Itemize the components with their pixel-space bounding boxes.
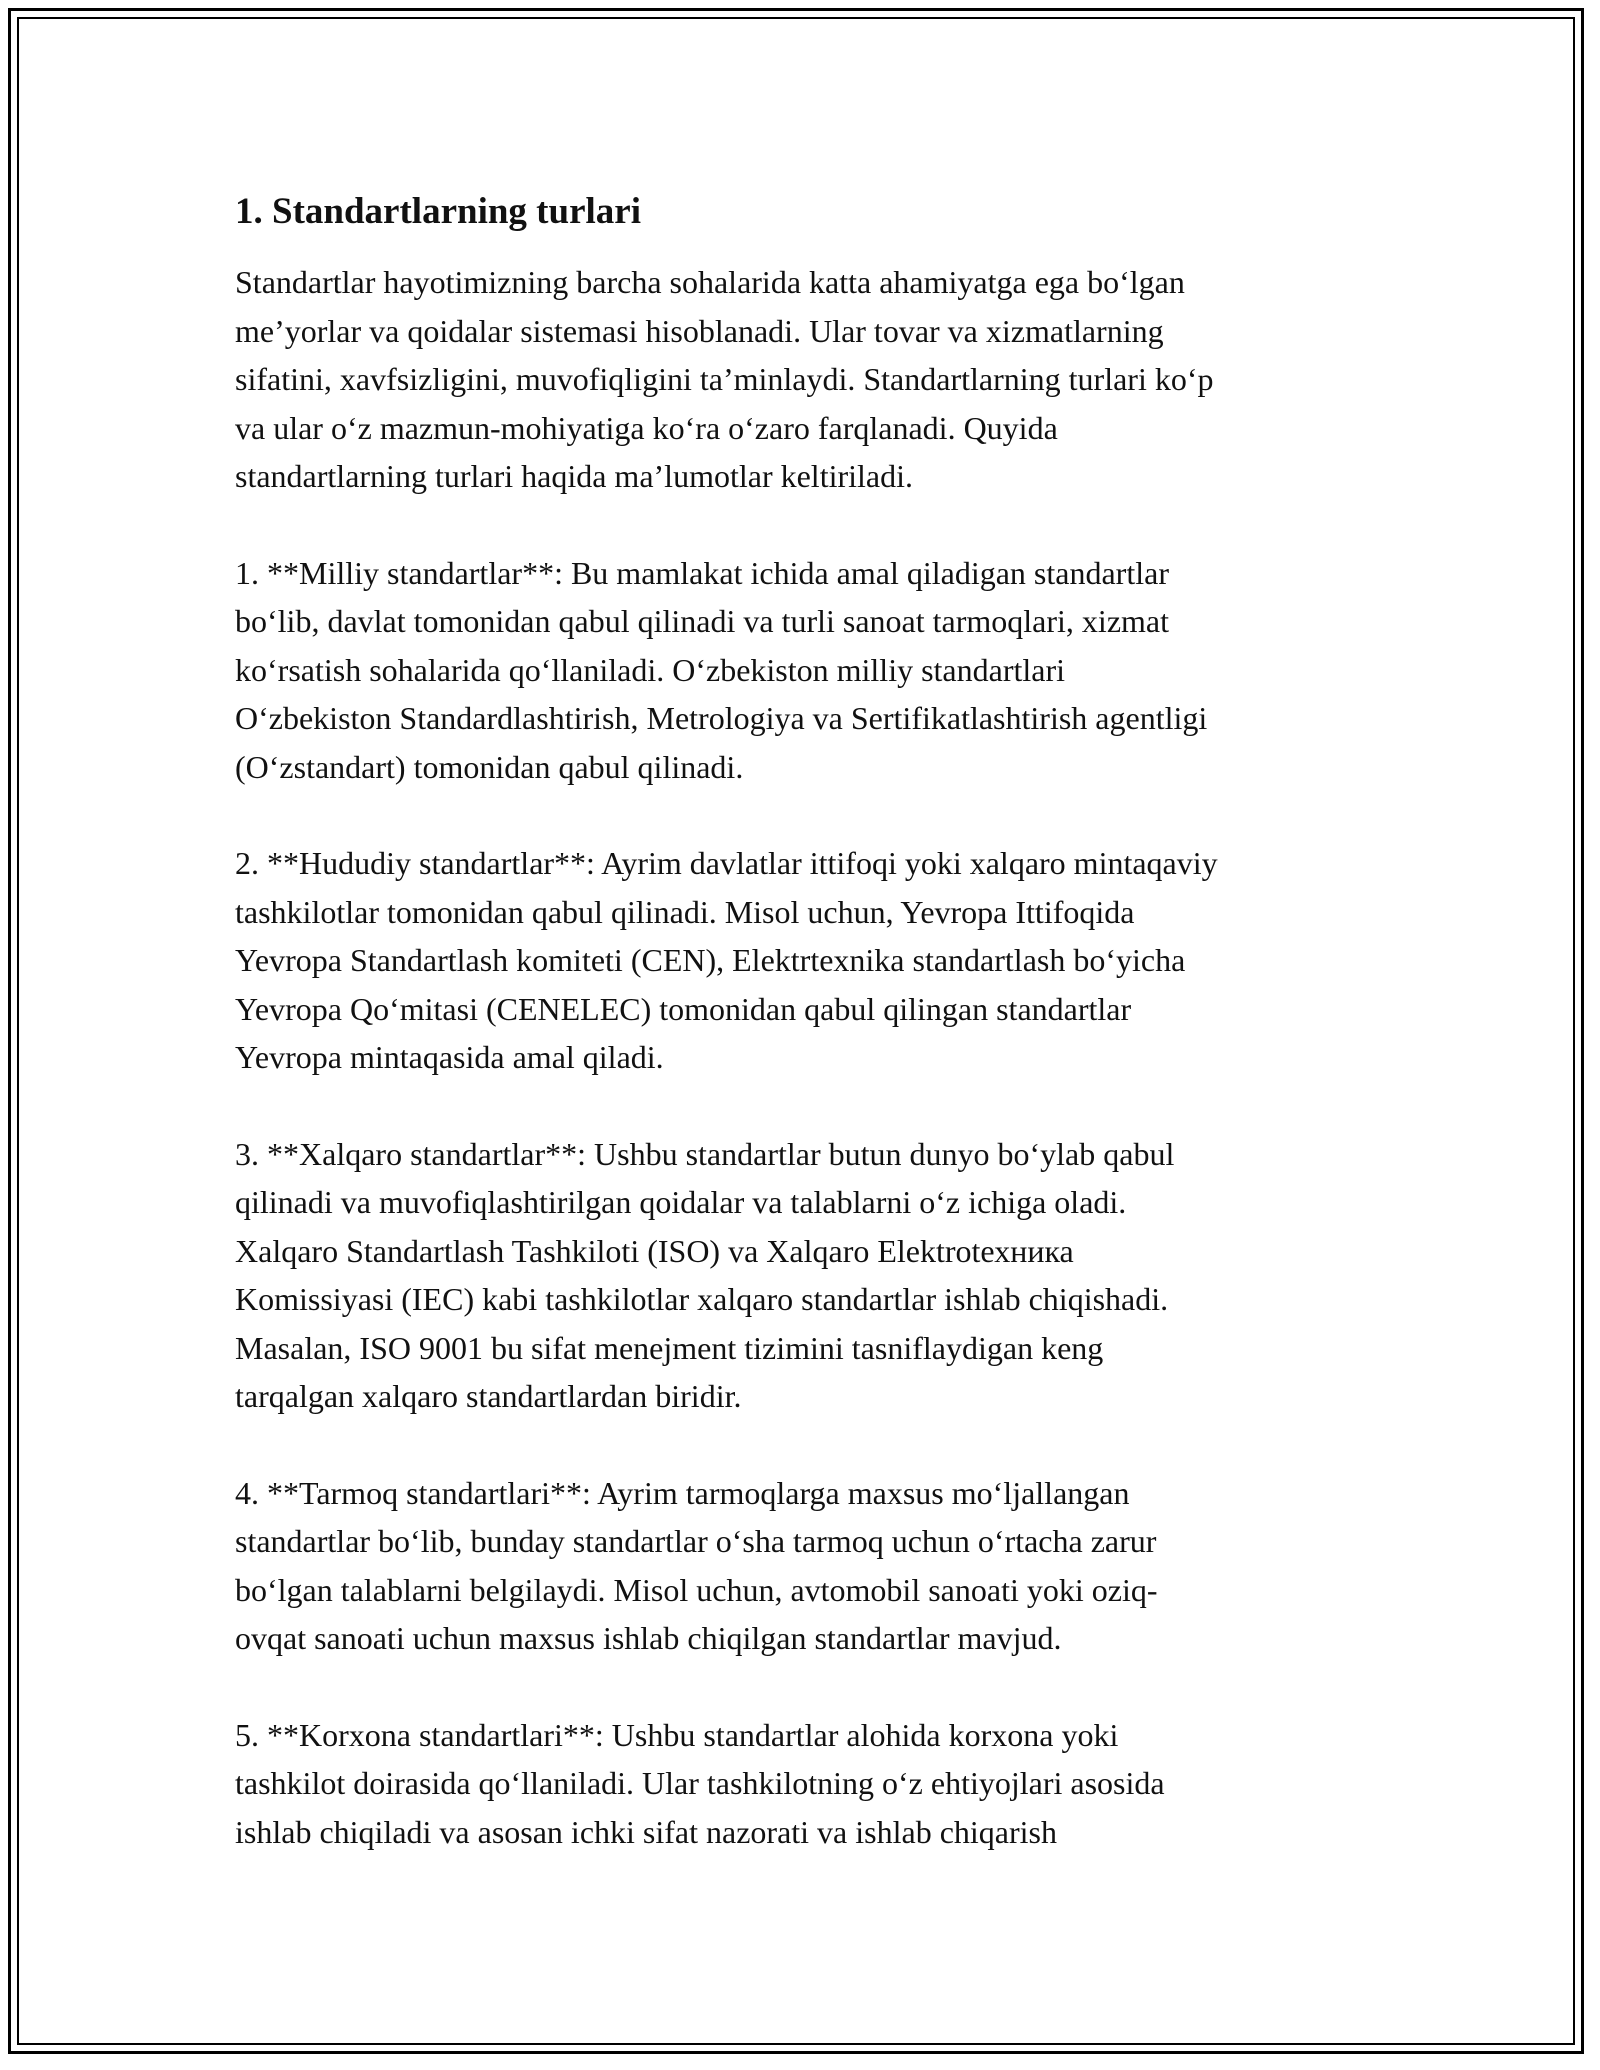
text-line: tashkilotlar tomonidan qabul qilinadi. Misol uchun, Yevropa Ittifoqida [235, 893, 1135, 930]
text-line: qilinadi va muvofiqlashtirilgan qoidalar va talablarni oʻz ichiga oladi. [235, 1184, 1127, 1220]
text-line: 2. **Hududiy standartlar**: Ayrim davlatlar ittifoqi yoki xalqaro mintaqaviy [235, 845, 1218, 881]
text-line: (Oʻzstandart) tomonidan qabul qilinadi. [235, 748, 744, 785]
list-item-regional-standards [235, 839, 1375, 1082]
text-line: Oʻzbekiston Standardlashtirish, Metrologiya va Sertifikatlashtirish agentligi [235, 700, 1208, 736]
list-item-enterprise-standards [235, 1711, 1375, 1857]
text-line: me’yorlar va qoidalar sistemasi hisoblanadi. Ular tovar va xizmatlarning [235, 312, 1164, 349]
text-line: Masalan, ISO 9001 bu sifat menejment tizimini tasniflaydigan keng [235, 1329, 1104, 1366]
text-line: Komissiyasi (IEC) kabi tashkilotlar xalqaro standartlar ishlab chiqishadi. [235, 1281, 1169, 1317]
text-line: tashkilot doirasida qoʻllaniladi. Ular tashkilotning oʻz ehtiyojlari asosida [235, 1765, 1165, 1801]
text-line: Standartlar hayotimizning barcha sohalarida katta ahamiyatga ega boʻlgan [235, 264, 1185, 300]
text-line: boʻlgan talablarni belgilaydi. Misol uchun, avtomobil sanoati yoki oziq- [235, 1571, 1158, 1608]
text-line: boʻlib, davlat tomonidan qabul qilinadi va turli sanoat tarmoqlari, xizmat [235, 603, 1169, 639]
text-line: Yevropa Standartlash komiteti (CEN), Elektrtexnika standartlash boʻyicha [235, 942, 1186, 978]
list-item-national-standards [235, 549, 1375, 792]
text-line: ovqat sanoati uchun maxsus ishlab chiqilgan standartlar mavjud. [235, 1620, 1062, 1656]
text-line: va ular oʻz mazmun-mohiyatiga koʻra oʻzaro farqlanadi. Quyida [235, 409, 1058, 446]
text-line: ishlab chiqiladi va asosan ichki sifat nazorati va ishlab chiqarish [235, 1813, 1057, 1850]
text-line: koʻrsatish sohalarida qoʻllaniladi. Oʻzbekiston milliy standartlari [235, 651, 1066, 688]
document-body [235, 188, 1375, 1904]
text-line: 4. **Tarmoq standartlari**: Ayrim tarmoqlarga maxsus moʻljallangan [235, 1474, 1130, 1511]
list-item-industry-standards [235, 1469, 1375, 1663]
text-line: 5. **Korxona standartlari**: Ushbu standartlar alohida korxona yoki [235, 1716, 1119, 1753]
text-line: sifatini, xavfsizligini, muvofiqligini ta’minlaydi. Standartlarning turlari koʻp [235, 361, 1214, 397]
intro-paragraph [235, 258, 1375, 501]
text-line: Xalqaro Standartlash Tashkiloti (ISO) va Xalqaro Elektrotехника [235, 1232, 1074, 1269]
text-line: 3. **Xalqaro standartlar**: Ushbu standartlar butun dunyo boʻylab qabul [235, 1135, 1175, 1172]
text-line: 1. **Milliy standartlar**: Bu mamlakat ichida amal qiladigan standartlar [235, 554, 1169, 591]
list-item-international-standards [235, 1130, 1375, 1421]
text-line: standartlarning turlari haqida ma’lumotlar keltiriladi. [235, 458, 913, 494]
section-heading: 1. Standartlarning turlari [235, 191, 641, 232]
text-line: standartlar boʻlib, bunday standartlar oʻsha tarmoq uchun oʻrtacha zarur [235, 1523, 1157, 1559]
text-line: Yevropa Qoʻmitasi (CENELEC) tomonidan qabul qilingan standartlar [235, 990, 1132, 1027]
text-line: tarqalgan xalqaro standartlardan biridir. [235, 1378, 742, 1414]
text-line: Yevropa mintaqasida amal qiladi. [235, 1039, 664, 1075]
